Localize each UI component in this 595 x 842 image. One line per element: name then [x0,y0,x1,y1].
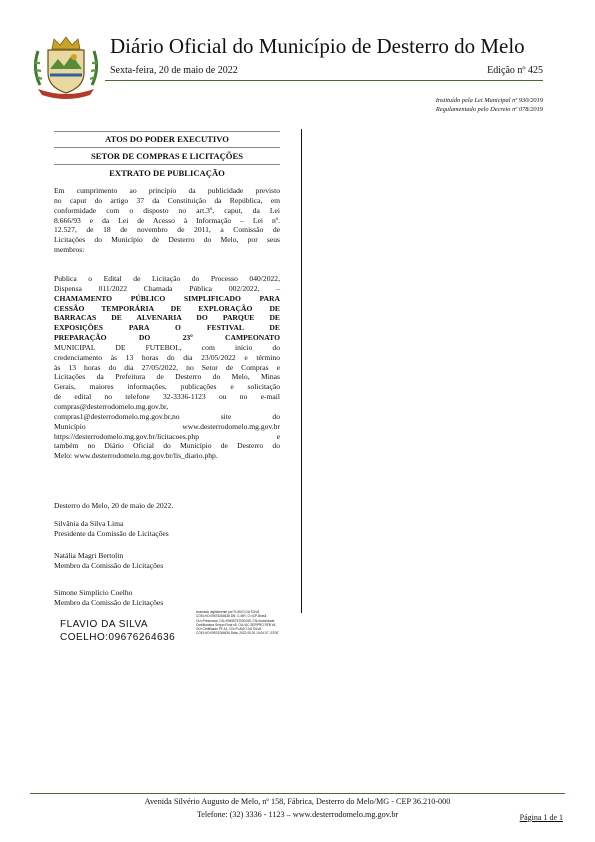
text-line: compras1@desterrodomelo.mg.gov.br,no site do [54,411,280,421]
text-line: no caput do artigo 37 da Constituição da República, em [54,195,280,205]
text-line: https://desterrodomelo.mg.gov.br/licitacoes.php e [54,431,280,441]
section-rule-bottom [54,164,280,165]
section-heading-purchasing: SETOR DE COMPRAS E LICITAÇÕES [90,151,243,161]
signature-block-president [54,519,280,539]
footer-contact: Telefone: (32) 3336 - 1123 – www.desterrodomelo.mg.gov.br [196,810,399,819]
text-line: CESSÃO TEMPORÁRIA DE EXPLORAÇÃO DE [54,303,280,313]
text-line: Licitações do Município de Desterro do Melo, por seus [54,235,280,245]
digital-signature-details: Assinado digitalmente por FLAVIO DA SILVA COELHO:09676264636 DN: C=BR, O=ICP-Brasil, OU=Presencial, OU=09456757000155, CN=Autoridade Certificadora Serpro Final v5, OU=AC SERPRO RFB v5, OU=Certificado PF A1, CN=FLAVIO DA SILVA COELHO:09676264636 Data: 2022.05.20 14:04:37 -03'00' [196,610,279,636]
text-line: também no Diário Oficial do Município de Desterro do [54,441,280,451]
newspaper-title: Diário Oficial do Município de Desterro do Melo [110,34,525,58]
issue-date: Sexta-feira, 20 de maio de 2022 [110,65,238,76]
signatory-role: Membro da Comissão de Licitações [54,560,164,570]
section-heading-executive: ATOS DO PODER EXECUTIVO [105,134,229,144]
text-line: BARRACAS DE ALVENARIA DO PARQUE DE [54,313,280,323]
digital-signer-name: FLAVIO DA SILVA [60,619,149,630]
legal-basis [436,96,543,115]
text-line: Em cumprimento ao princípio da publicidade previsto [54,186,280,195]
signatory-name: Natália Magri Bertolin [54,551,124,560]
signatory-role: Membro da Comissão de Licitações [54,597,164,607]
signature-block-member-2 [54,588,280,608]
text-line: MUNICIPAL DE FUTEBOL, com início do [54,342,280,352]
footer-rule [30,793,565,794]
text-line: Publica o Edital de Licitação do Processo 040/2022, [54,274,280,283]
text-line: Dispensa 011/2022 Chamada Pública 002/2022, – [54,283,280,293]
section-rule-top [54,131,280,132]
page-number: Página 1 de 1 [519,813,563,822]
signatory-role: Presidente da Comissão de Licitações [54,528,169,538]
text-line: conformidade com o disposto no art.3º, caput, da Lei [54,205,280,215]
text-line: CHAMAMENTO PÚBLICO SIMPLIFICADO PARA [54,293,280,303]
text-line: Melo: www.desterrodomelo.mg.gov.br/lis_diario.php. [54,451,218,461]
header-rule [105,80,543,81]
footer-address: Avenida Silvério Augusto de Melo, nº 158, Fábrica, Desterro do Melo/MG - CEP 36.210-000 [144,797,451,806]
column-divider [301,129,302,613]
municipal-coat-of-arms [30,35,102,99]
text-line: compras@desterrodomelo.mg.gov.br, [54,401,169,411]
text-line: 12.527, de 18 de novembro de 2011, a Comissão de [54,225,280,235]
signatory-name: Simone Simplício Coelho [54,588,133,597]
section-rule-middle [54,147,280,148]
paragraph-notice [54,274,280,461]
text-line: EXPOSIÇÕES PARA O FESTIVAL DE [54,323,280,333]
text-line: às 13 horas do dia 27/05/2022, no Setor de Compras e [54,362,280,372]
text-line: Município www.desterrodomelo.mg.gov.br [54,421,280,431]
legal-line-decree: Regulamentado pelo Decreto nº 078/2019 [435,106,543,114]
text-line: Gerais, maiores informações, publicações e solicitação [54,382,280,392]
signature-block-member-1 [54,551,280,571]
text-line: PREPARAÇÃO DO 23º CAMPEONATO [54,333,280,343]
text-line: 8.666/93 e da Lei de Acesso à Informação – Lei nº. [54,215,280,225]
extract-heading: EXTRATO DE PUBLICAÇÃO [109,168,225,178]
text-line: credenciamento às 13 horas do dia 23/05/2022 e término [54,352,280,362]
paragraph-intro [54,186,280,255]
legal-line-law: Instituído pela Lei Municipal nº 930/2019 [435,97,543,104]
place-and-date [54,501,280,511]
edition-number: Edição nº 425 [487,65,543,76]
signatory-name: Silvânia da Silva Lima [54,519,124,528]
text-line: Licitações da Prefeitura de Desterro do Melo, Minas [54,372,280,382]
text-line: membros: [54,245,85,255]
digital-signer-id: COELHO:09676264636 [60,632,176,643]
text-line: de edital no telefone 32-3336-1123 ou no e-mail [54,392,280,402]
place-date-text: Desterro do Melo, 20 de maio de 2022. [54,501,174,510]
